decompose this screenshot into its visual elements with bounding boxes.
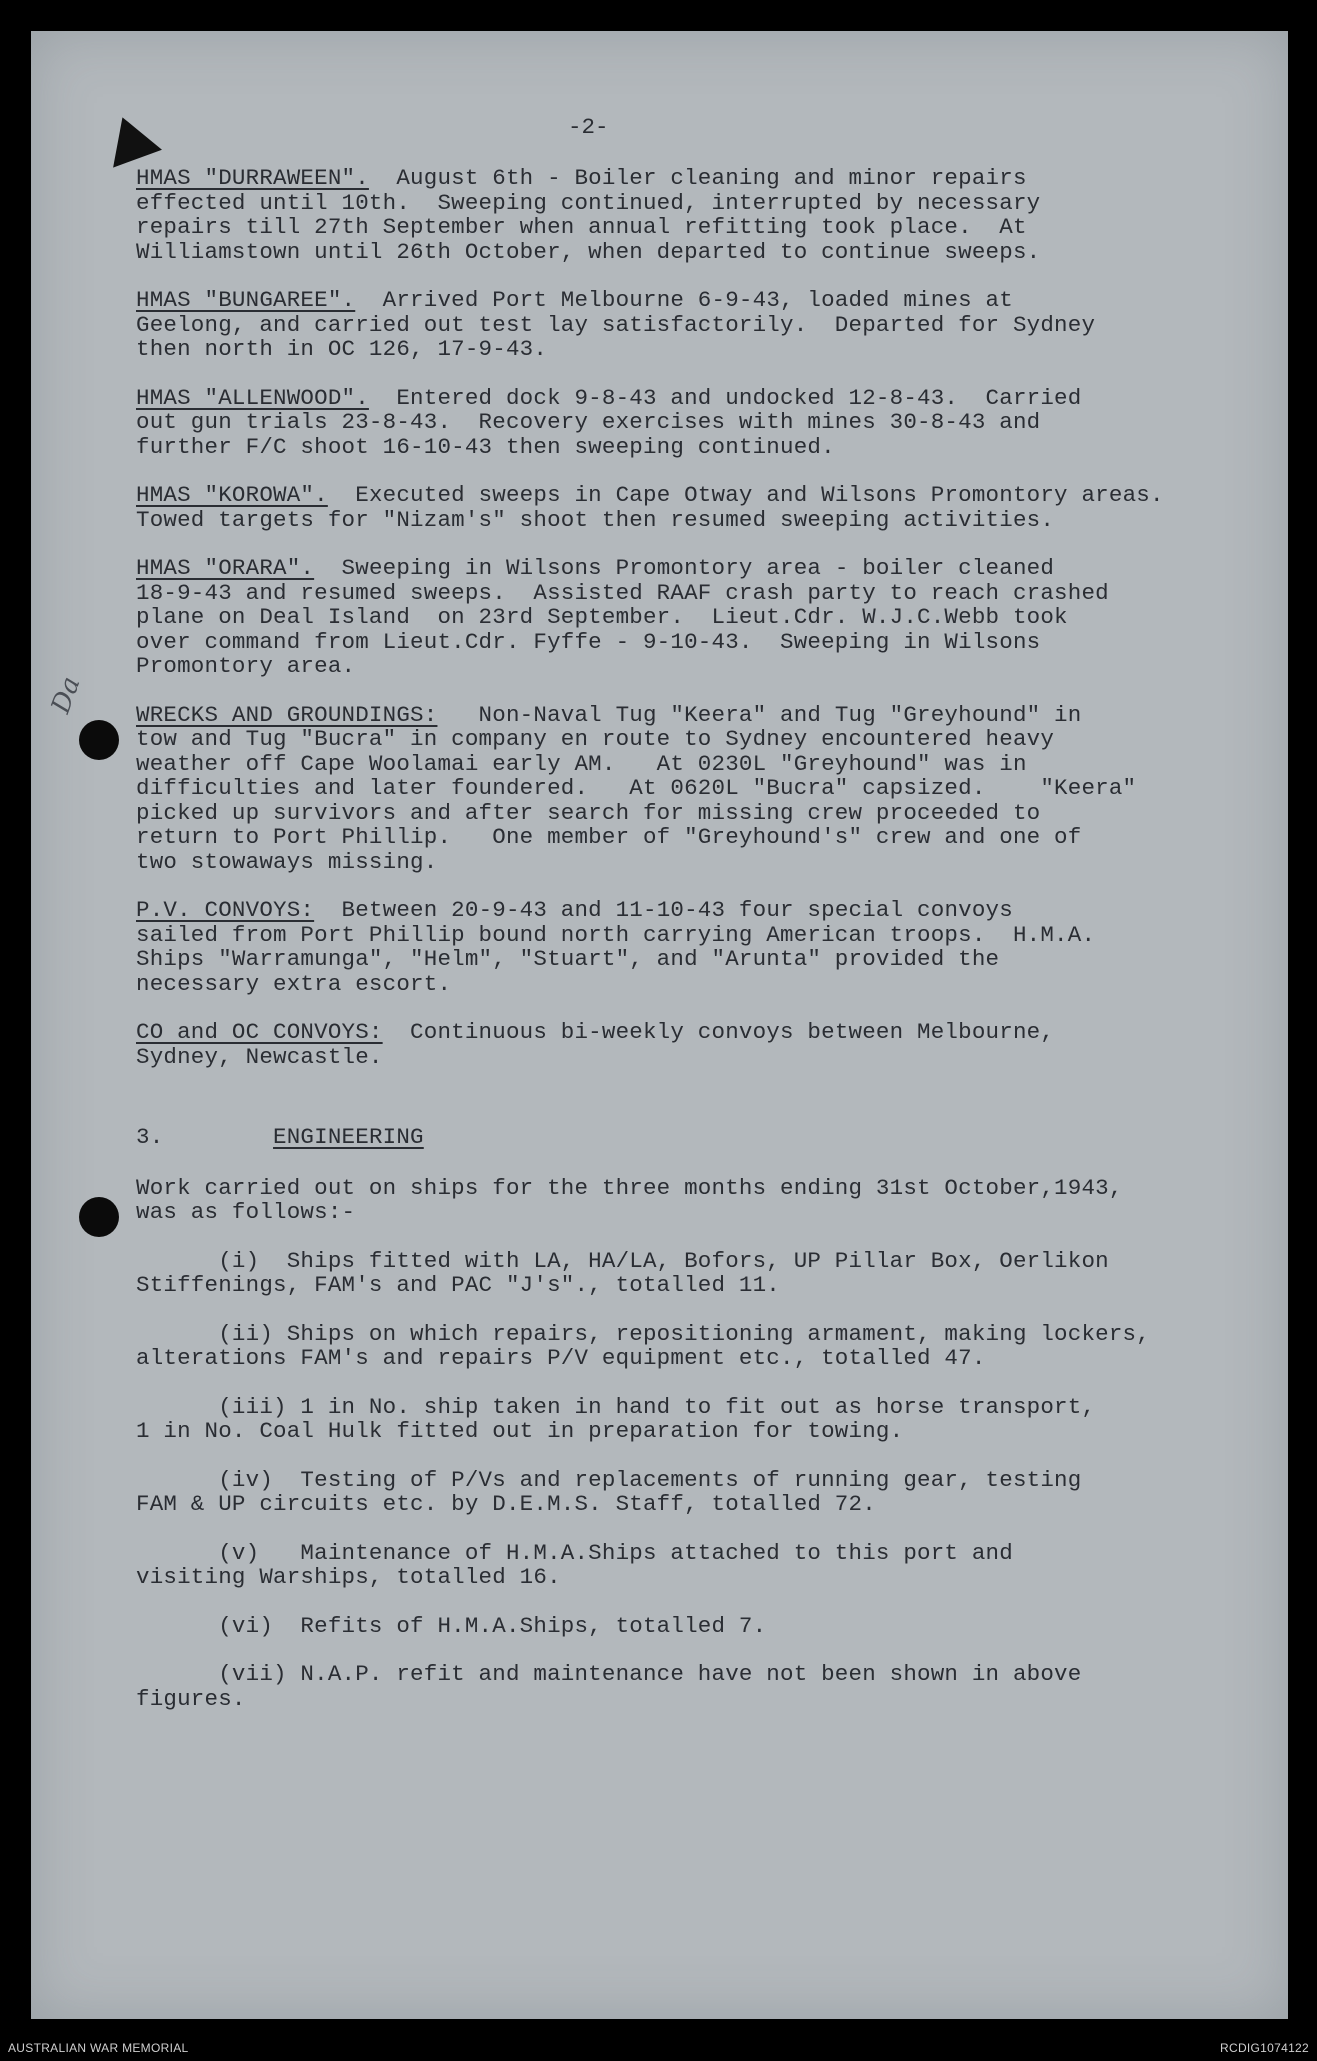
paragraph-text: Between 20-9-43 and 11-10-43 four special convoys [314, 897, 1013, 923]
report-paragraph [136, 1020, 1276, 1069]
item-line: (v) Maintenance of H.M.A.Ships attached to this port and [136, 1539, 1013, 1566]
intro-line: was as follows:- [136, 1199, 356, 1225]
paragraph-text: Entered dock 9-8-43 and undocked 12-8-43. Carried [368, 384, 1082, 411]
paragraph-text: Arrived Port Melbourne 6-9-43, loaded mines at [355, 287, 1013, 313]
page-number: -2- [568, 114, 609, 140]
engineering-item [136, 1614, 1276, 1639]
item-line: visiting Warships, totalled 16. [136, 1564, 561, 1590]
item-line: (vii) N.A.P. refit and maintenance have not been shown in above [136, 1661, 1082, 1687]
paragraph-line [136, 240, 1276, 265]
paragraph-heading: CO and OC CONVOYS: [136, 1019, 383, 1045]
paragraph-text: then north in OC 126, 17-9-43. [136, 336, 548, 362]
intro-line: Work carried out on ships for the three months ending 31st October,1943, [136, 1174, 1123, 1201]
item-line: 1 in No. Coal Hulk fitted out in preparation for towing. [136, 1418, 904, 1444]
report-paragraph [136, 483, 1276, 532]
report-paragraph [136, 898, 1276, 996]
paragraph-text: difficulties and later foundered. At 0620L "Bucra" capsized. "Keera" [136, 775, 1137, 801]
paragraph-text: return to Port Phillip. One member of "Greyhound's" crew and one of [136, 824, 1082, 850]
paragraph-line [136, 483, 1276, 508]
paragraph-text: repairs till 27th September when annual refitting took place. At [136, 214, 1027, 240]
report-paragraph [136, 288, 1276, 362]
paragraph-line [136, 288, 1276, 313]
paragraph-line [136, 654, 1276, 679]
paragraph-text: Ships "Warramunga", "Helm", "Stuart", and "Arunta" provided the [136, 946, 1000, 972]
engineering-item [136, 1249, 1276, 1298]
paragraph-text: out gun trials 23-8-43. Recovery exercises with mines 30-8-43 and [136, 409, 1041, 435]
section-number: 3. [136, 1124, 164, 1150]
footer-record-id: RCDIG1074122 [1220, 2041, 1309, 2055]
paragraph-line [136, 191, 1276, 216]
paragraph-line [136, 581, 1276, 606]
engineering-item [136, 1541, 1276, 1590]
paragraph-text: necessary extra escort. [136, 970, 452, 997]
paragraph-line [136, 386, 1276, 411]
paragraph-heading: HMAS "BUNGAREE". [136, 287, 356, 313]
report-paragraph [136, 703, 1276, 875]
paragraph-line [136, 923, 1276, 948]
paragraph-line [136, 508, 1276, 533]
paragraph-line [136, 947, 1276, 972]
paragraph-text: Continuous bi-weekly convoys between Melbourne, [382, 1019, 1055, 1045]
paragraph-line [136, 727, 1276, 752]
paragraph-line [136, 313, 1276, 338]
paragraph-line [136, 630, 1276, 655]
engineering-item [136, 1662, 1276, 1711]
pencil-mark: Da [45, 672, 87, 718]
paragraph-text: Executed sweeps in Cape Otway and Wilsons Promontory areas. [327, 482, 1164, 508]
paragraph-text: Sydney, Newcastle. [136, 1043, 383, 1070]
paragraph-line [136, 801, 1276, 826]
punch-hole-top [79, 720, 119, 760]
report-paragraph [136, 166, 1276, 264]
item-line: (ii) Ships on which repairs, repositioning armament, making lockers, [136, 1320, 1150, 1347]
paragraph-heading: HMAS "ALLENWOOD". [136, 384, 369, 411]
item-line: figures. [136, 1685, 246, 1712]
paragraph-line [136, 1020, 1276, 1045]
item-line: alterations FAM's and repairs P/V equipment etc., totalled 47. [136, 1345, 986, 1371]
paragraph-line [136, 1045, 1276, 1070]
paragraph-text: Towed targets for "Nizam's" shoot then resumed sweeping activities. [136, 506, 1055, 533]
paragraph-text: Non-Naval Tug "Keera" and Tug "Greyhound" in [437, 701, 1082, 728]
paragraph-line [136, 898, 1276, 923]
report-paragraph [136, 386, 1276, 460]
section-heading [136, 1125, 1276, 1150]
paragraph-text: Geelong, and carried out test lay satisfactorily. Departed for Sydney [136, 311, 1096, 338]
paragraph-line [136, 435, 1276, 460]
engineering-item [136, 1322, 1276, 1371]
paragraph-text: further F/C shoot 16-10-43 then sweeping continued. [136, 433, 835, 460]
punch-hole-bottom [79, 1197, 119, 1237]
paragraph-line [136, 410, 1276, 435]
engineering-item [136, 1468, 1276, 1517]
paragraph-text: 18-9-43 and resumed sweeps. Assisted RAAF crash party to reach crashed [136, 579, 1109, 606]
item-line: (i) Ships fitted with LA, HA/LA, Bofors, UP Pillar Box, Oerlikon [136, 1247, 1109, 1274]
paragraph-text: over command from Lieut.Cdr. Fyffe - 9-10-43. Sweeping in Wilsons [136, 628, 1041, 655]
item-line: Stiffenings, FAM's and PAC "J's"., totalled 11. [136, 1272, 781, 1298]
paragraph-text: Sweeping in Wilsons Promontory area - boiler cleaned [314, 555, 1055, 581]
paragraph-text: plane on Deal Island on 23rd September. Lieut.Cdr. W.J.C.Webb took [136, 604, 1068, 630]
paragraph-line [136, 776, 1276, 801]
paragraph-text: two stowaways missing. [136, 848, 438, 875]
paragraph-line [136, 703, 1276, 728]
paragraph-text: Promontory area. [136, 653, 356, 679]
paragraph-heading: HMAS "DURRAWEEN". [136, 165, 369, 191]
engineering-item [136, 1395, 1276, 1444]
paragraph-line [136, 752, 1276, 777]
paragraph-heading: P.V. CONVOYS: [136, 897, 315, 923]
item-line: (iv) Testing of P/Vs and replacements of running gear, testing [136, 1466, 1082, 1493]
paragraph-text: Williamstown until 26th October, when departed to continue sweeps. [136, 238, 1041, 265]
paragraph-line [136, 337, 1276, 362]
paragraph-line [136, 605, 1276, 630]
paragraph-line [136, 166, 1276, 191]
paragraph-line [136, 825, 1276, 850]
paragraphs-container [136, 166, 1276, 1069]
section-intro [136, 1176, 1276, 1225]
paragraph-text: effected until 10th. Sweeping continued, interrupted by necessary [136, 189, 1041, 216]
paragraph-heading: HMAS "ORARA". [136, 555, 315, 581]
document-body [136, 166, 1276, 1711]
paragraph-line [136, 556, 1276, 581]
paragraph-line [136, 215, 1276, 240]
paragraph-heading: WRECKS AND GROUNDINGS: [136, 701, 438, 728]
paragraph-line [136, 972, 1276, 997]
report-paragraph [136, 556, 1276, 679]
item-line: (vi) Refits of H.M.A.Ships, totalled 7. [136, 1612, 767, 1639]
paragraph-text: picked up survivors and after search for missing crew proceeded to [136, 799, 1041, 826]
paragraph-text: August 6th - Boiler cleaning and minor repairs [368, 165, 1027, 191]
paragraph-heading: HMAS "KOROWA". [136, 482, 328, 508]
paragraph-text: sailed from Port Phillip bound north carrying American troops. H.M.A. [136, 921, 1096, 948]
engineering-items [136, 1225, 1276, 1712]
paragraph-text: weather off Cape Woolamai early AM. At 0230L "Greyhound" was in [136, 750, 1027, 777]
section-title: ENGINEERING [273, 1124, 424, 1150]
paragraph-line [136, 850, 1276, 875]
item-line: (iii) 1 in No. ship taken in hand to fit out as horse transport, [136, 1393, 1096, 1420]
footer-archive-label: AUSTRALIAN WAR MEMORIAL [8, 2041, 189, 2055]
paragraph-text: tow and Tug "Bucra" in company en route to Sydney encountered heavy [136, 726, 1055, 752]
item-line: FAM & UP circuits etc. by D.E.M.S. Staff, totalled 72. [136, 1491, 876, 1517]
